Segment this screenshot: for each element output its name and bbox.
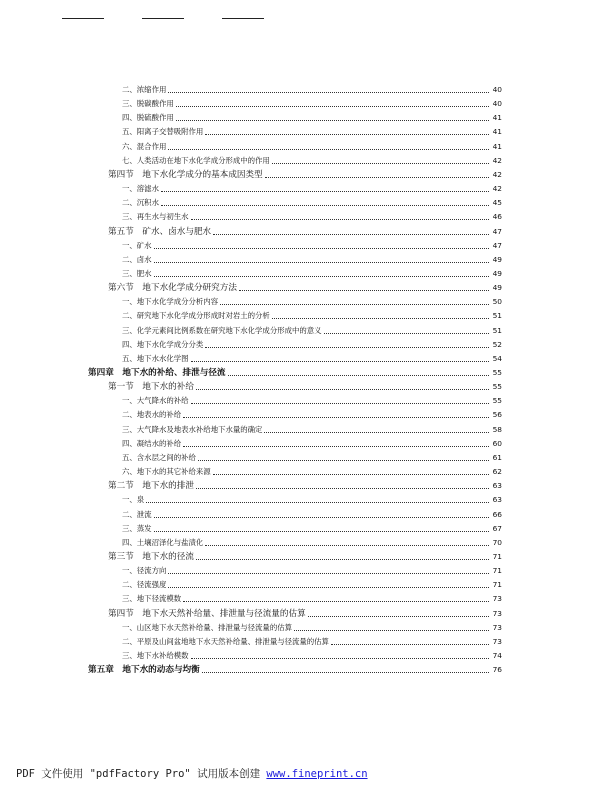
toc-subsection-entry[interactable] <box>122 98 502 110</box>
toc-subsection-entry[interactable] <box>122 126 502 138</box>
toc-entry-page: 47 <box>492 240 502 250</box>
toc-entry-page: 67 <box>492 523 502 533</box>
toc-subsection-entry[interactable] <box>122 211 502 223</box>
toc-entry-page: 55 <box>492 368 502 377</box>
toc-entry-title: 五、含水层之间的补给 <box>122 452 196 462</box>
toc-entry-title: 二、研究地下水化学成分形成时对岩土的分析 <box>122 311 270 321</box>
toc-dot-leader <box>154 517 489 518</box>
toc-subsection-entry[interactable] <box>122 424 502 436</box>
toc-dot-leader <box>146 502 489 503</box>
toc-entry-title: 二、径流强度 <box>122 580 167 590</box>
toc-subsection-entry[interactable] <box>122 537 502 549</box>
toc-entry-title: 三、地下水补给模数 <box>122 651 189 660</box>
toc-section-entry[interactable] <box>108 608 502 620</box>
toc-subsection-entry[interactable] <box>122 650 502 662</box>
toc-subsection-entry[interactable] <box>122 593 502 605</box>
toc-subsection-entry[interactable] <box>122 254 502 266</box>
toc-entry-title: 一、大气降水的补给 <box>122 396 189 406</box>
toc-subsection-entry[interactable] <box>122 183 502 195</box>
toc-subsection-entry[interactable] <box>122 141 502 153</box>
toc-entry-title: 五、地下水水化学图 <box>122 353 189 363</box>
toc-subsection-entry[interactable] <box>122 155 502 167</box>
toc-subsection-entry[interactable] <box>122 466 502 478</box>
toc-dot-leader <box>272 163 489 164</box>
toc-subsection-entry[interactable] <box>122 494 502 506</box>
toc-entry-title: 三、地下径流模数 <box>122 594 182 604</box>
toc-dot-leader <box>168 92 489 93</box>
toc-section-entry[interactable] <box>108 282 502 294</box>
toc-entry-page: 74 <box>492 651 502 660</box>
toc-subsection-entry[interactable] <box>122 438 502 450</box>
toc-dot-leader <box>220 304 489 305</box>
toc-subsection-entry[interactable] <box>122 353 502 365</box>
toc-chapter-entry[interactable] <box>88 367 502 379</box>
toc-dot-leader <box>213 234 489 235</box>
toc-dot-leader <box>239 290 489 291</box>
toc-entry-page: 41 <box>492 127 502 137</box>
toc-entry-title: 第三节 地下水的径流 <box>108 551 194 562</box>
toc-entry-page: 63 <box>492 481 502 491</box>
toc-entry-page: 66 <box>492 509 502 519</box>
toc-entry-title: 一、山区地下水天然补给量、排泄量与径流量的估算 <box>122 622 292 632</box>
toc-subsection-entry[interactable] <box>122 579 502 591</box>
toc-dot-leader <box>168 587 489 588</box>
toc-entry-page: 73 <box>492 622 502 632</box>
toc-dot-leader <box>205 545 489 546</box>
toc-dot-leader <box>154 262 489 263</box>
toc-subsection-entry[interactable] <box>122 84 502 96</box>
toc-entry-page: 60 <box>492 438 502 448</box>
toc-entry-page: 73 <box>492 608 502 618</box>
toc-entry-title: 三、大气降水及地表水补给地下水量的确定 <box>122 424 263 434</box>
toc-subsection-entry[interactable] <box>122 197 502 209</box>
toc-entry-page: 52 <box>492 339 502 349</box>
toc-subsection-entry[interactable] <box>122 268 502 280</box>
toc-section-entry[interactable] <box>108 381 502 393</box>
toc-entry-title: 六、地下水的其它补给来源 <box>122 467 211 477</box>
toc-entry-page: 49 <box>492 283 502 293</box>
toc-subsection-entry[interactable] <box>122 325 502 337</box>
toc-dot-leader <box>161 205 489 206</box>
toc-entry-title: 二、卤水 <box>122 254 152 264</box>
toc-subsection-entry[interactable] <box>122 565 502 577</box>
toc-entry-page: 41 <box>492 141 502 151</box>
toc-entry-title: 第五节 矿水、卤水与肥水 <box>108 226 212 237</box>
toc-entry-title: 三、蒸发 <box>122 523 152 533</box>
toc-dot-leader <box>196 389 489 390</box>
toc-entry-title: 一、矿水 <box>122 240 152 250</box>
toc-dot-leader <box>264 432 489 433</box>
toc-subsection-entry[interactable] <box>122 310 502 322</box>
toc-entry-page: 40 <box>492 99 502 109</box>
toc-dot-leader <box>191 361 489 362</box>
toc-entry-title: 第五章 地下水的动态与均衡 <box>88 665 200 676</box>
toc-section-entry[interactable] <box>108 169 502 181</box>
toc-subsection-entry[interactable] <box>122 636 502 648</box>
toc-dot-leader <box>168 573 489 574</box>
toc-subsection-entry[interactable] <box>122 622 502 634</box>
toc-entry-page: 61 <box>492 452 502 462</box>
toc-dot-leader <box>191 658 489 659</box>
toc-dot-leader <box>196 488 489 489</box>
toc-entry-page: 49 <box>492 254 502 264</box>
toc-dot-leader <box>183 446 489 447</box>
toc-entry-title: 一、泉 <box>122 495 145 505</box>
toc-entry-page: 63 <box>492 495 502 505</box>
toc-subsection-entry[interactable] <box>122 395 502 407</box>
toc-entry-title: 第四章 地下水的补给、排泄与径流 <box>88 368 226 378</box>
toc-entry-page: 49 <box>492 268 502 278</box>
toc-entry-title: 一、地下水化学成分分析内容 <box>122 297 219 307</box>
toc-dot-leader <box>196 559 489 560</box>
toc-dot-leader <box>176 120 489 121</box>
toc-entry-title: 四、地下水化学成分分类 <box>122 339 204 349</box>
toc-entry-title: 六、混合作用 <box>122 141 167 151</box>
toc-dot-leader <box>154 276 489 277</box>
toc-entry-title: 三、脱碳酸作用 <box>122 99 174 109</box>
toc-entry-page: 71 <box>492 566 502 576</box>
toc-dot-leader <box>191 219 489 220</box>
toc-section-entry[interactable] <box>108 551 502 563</box>
toc-entry-title: 二、沉积水 <box>122 198 159 208</box>
toc-entry-title: 三、再生水与初生水 <box>122 212 189 222</box>
toc-entry-title: 第二节 地下水的排泄 <box>108 481 194 492</box>
toc-subsection-entry[interactable] <box>122 523 502 535</box>
toc-entry-page: 56 <box>492 410 502 420</box>
toc-dot-leader <box>213 474 489 475</box>
toc-dot-leader <box>154 531 489 532</box>
toc-dot-leader <box>183 601 489 602</box>
toc-entry-page: 42 <box>492 169 502 179</box>
toc-entry-page: 51 <box>492 325 502 335</box>
toc-entry-title: 四、土壤沼泽化与盐渍化 <box>122 537 204 547</box>
toc-chapter-entry[interactable] <box>88 664 502 676</box>
toc-dot-leader <box>168 149 489 150</box>
toc-entry-title: 五、阳离子交替吸附作用 <box>122 127 204 137</box>
toc-entry-title: 一、径流方向 <box>122 566 167 576</box>
toc-entry-title: 四、凝结水的补给 <box>122 438 182 448</box>
toc-dot-leader <box>308 616 489 617</box>
toc-entry-title: 二、平原及山间盆地地下水天然补给量、排泄量与径流量的估算 <box>122 636 329 646</box>
toc-entry-page: 76 <box>492 665 502 675</box>
footer-text: PDF 文件使用 "pdfFactory Pro" 试用版本创建 <box>16 768 267 780</box>
toc-entry-title: 四、脱硫酸作用 <box>122 113 174 123</box>
toc-entry-page: 46 <box>492 212 502 222</box>
toc-subsection-entry[interactable] <box>122 240 502 252</box>
toc-entry-page: 71 <box>492 551 502 561</box>
toc-section-entry[interactable] <box>108 226 502 238</box>
toc-entry-page: 55 <box>492 396 502 406</box>
toc-entry-page: 73 <box>492 636 502 646</box>
toc-entry-page: 58 <box>492 424 502 434</box>
toc-entry-page: 42 <box>492 155 502 165</box>
toc-entry-title: 二、泄流 <box>122 509 152 519</box>
pdf-footer <box>16 766 368 781</box>
toc-dot-leader <box>183 417 489 418</box>
toc-entry-title: 二、地表水的补给 <box>122 410 182 420</box>
toc-dot-leader <box>205 134 489 135</box>
toc-dot-leader <box>265 177 489 178</box>
toc-dot-leader <box>205 347 489 348</box>
toc-dot-leader <box>324 333 489 334</box>
toc-entry-title: 三、肥水 <box>122 268 152 278</box>
toc-dot-leader <box>202 672 489 673</box>
toc-subsection-entry[interactable] <box>122 339 502 351</box>
toc-entry-title: 第四节 地下水天然补给量、排泄量与径流量的估算 <box>108 608 306 619</box>
toc-dot-leader <box>228 375 489 376</box>
toc-dot-leader <box>331 644 489 645</box>
toc-entry-title: 第四节 地下水化学成分的基本成因类型 <box>108 169 263 180</box>
toc-subsection-entry[interactable] <box>122 296 502 308</box>
toc-section-entry[interactable] <box>108 480 502 492</box>
toc-entry-title: 第六节 地下水化学成分研究方法 <box>108 283 237 294</box>
toc-entry-page: 70 <box>492 537 502 547</box>
toc-entry-title: 三、化学元素间比例系数在研究地下水化学成分形成中的意义 <box>122 325 322 335</box>
toc-entry-title: 一、溶滤水 <box>122 184 159 194</box>
toc-entry-page: 45 <box>492 198 502 208</box>
toc-entry-page: 47 <box>492 226 502 236</box>
toc-entry-title: 二、浓缩作用 <box>122 85 167 94</box>
toc-dot-leader <box>154 248 489 249</box>
toc-subsection-entry[interactable] <box>122 112 502 124</box>
toc-subsection-entry[interactable] <box>122 409 502 421</box>
toc-entry-page: 62 <box>492 467 502 477</box>
footer-link[interactable]: www.fineprint.cn <box>266 768 368 780</box>
toc-entry-page: 54 <box>492 353 502 363</box>
toc-entry-page: 71 <box>492 580 502 590</box>
toc-dot-leader <box>198 460 489 461</box>
toc-entry-page: 42 <box>492 184 502 194</box>
toc-dot-leader <box>176 106 489 107</box>
toc-dot-leader <box>191 403 489 404</box>
toc-entry-page: 73 <box>492 594 502 604</box>
toc-entry-page: 41 <box>492 113 502 123</box>
toc-dot-leader <box>161 191 489 192</box>
toc-dot-leader <box>272 318 489 319</box>
toc-subsection-entry[interactable] <box>122 509 502 521</box>
toc-entry-title: 七、人类活动在地下水化学成分形成中的作用 <box>122 155 270 165</box>
toc-entry-page: 55 <box>492 382 502 392</box>
toc-entry-page: 40 <box>492 85 502 94</box>
toc-entry-page: 50 <box>492 297 502 307</box>
toc-entry-page: 51 <box>492 311 502 321</box>
toc-dot-leader <box>294 630 489 631</box>
toc-entry-title: 第一节 地下水的补给 <box>108 382 194 393</box>
toc-subsection-entry[interactable] <box>122 452 502 464</box>
